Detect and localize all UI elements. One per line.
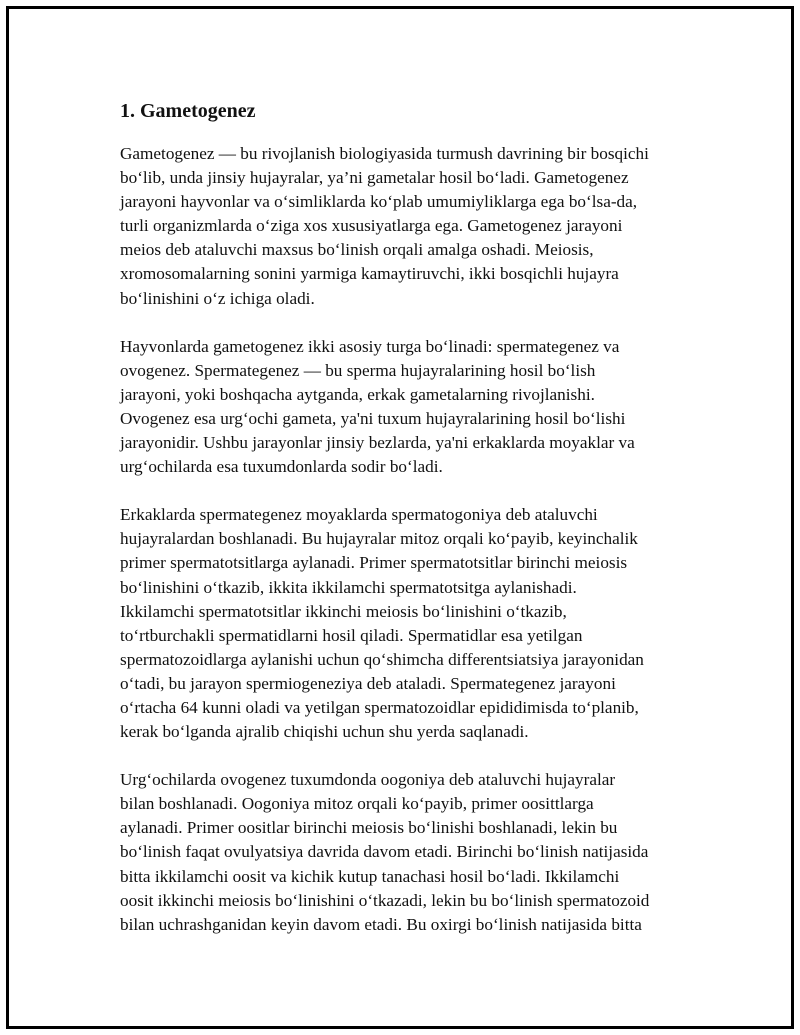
paragraph-3: Erkaklarda spermategenez moyaklarda spermatogoniya deb ataluvchi hujayralardan boshlanadi. Bu hujayralar mitoz orqali ko‘payib, keyinchalik primer spermatotsitlarga aylanadi. Primer spermatotsitlar birinchi meiosis bo‘linishini o‘tkazib, ikkita ikkilamchi spermatotsitga aylanishadi. Ikkilamchi spermatotsitlar ikkinchi meiosis bo‘linishini o‘tkazib, to‘rtburchakli spermatidlarni hosil qiladi. Spermatidlar esa yetilgan spermatozoidlarga aylanishi uchun qo‘shimcha differentsiatsiya jarayonidan o‘tadi, bu jarayon spermiogeneziya deb ataladi. Spermategenez jarayoni o‘rtacha 64 kunni oladi va yetilgan spermatozoidlar epididimisda to‘planib, kerak bo‘lganda ajralib chiqishi uchun shu yerda saqlanadi. — [120, 505, 644, 742]
document-body — [120, 99, 700, 961]
section-heading: 1. Gametogenez — [120, 100, 256, 122]
paragraph-4: Urg‘ochilarda ovogenez tuxumdonda oogoniya deb ataluvchi hujayralar bilan boshlanadi. Oogoniya mitoz orqali ko‘payib, primer oosittlarga aylanadi. Primer oositlar birinchi meiosis bo‘linishi boshlanadi, lekin bu bo‘linish faqat ovulyatsiya davrida davom etadi. Birinchi bo‘linish natijasida bitta ikkilamchi oosit va kichik kutup tanachasi hosil bo‘ladi. Ikkilamchi oosit ikkinchi meiosis bo‘linishini o‘tkazadi, lekin bu bo‘linish spermatozoid bilan uchrashganidan keyin davom etadi. Bu oxirgi bo‘linish natijasida bitta — [120, 770, 650, 934]
paragraph-2: Hayvonlarda gametogenez ikki asosiy turga bo‘linadi: spermategenez va ovogenez. Spermategenez — bu sperma hujayralarining hosil bo‘lish jarayoni, yoki boshqacha aytganda, erkak gametalarning rivojlanishi. Ovogenez esa urg‘ochi gameta, ya'ni tuxum hujayralarining hosil bo‘lishi jarayonidir. Ushbu jarayonlar jinsiy bezlarda, ya'ni erkaklarda moyaklar va urg‘ochilarda esa tuxumdonlarda sodir bo‘ladi. — [120, 336, 635, 477]
document-page — [6, 6, 794, 1029]
paragraph-1: Gametogenez — bu rivojlanish biologiyasida turmush davrining bir bosqichi bo‘lib, unda jinsiy hujayralar, ya’ni gametalar hosil bo‘ladi. Gametogenez jarayoni hayvonlar va o‘simliklarda ko‘plab umumiyliklarga ega bo‘lsa-da, turli organizmlarda o‘ziga xos xususiyatlarga ega. Gametogenez jarayoni meios deb ataluvchi maxsus bo‘linish orqali amalga oshadi. Meiosis, xromosomalarning sonini yarmiga kamaytiruvchi, ikki bosqichli hujayra bo‘linishini o‘z ichiga oladi. — [120, 144, 649, 308]
